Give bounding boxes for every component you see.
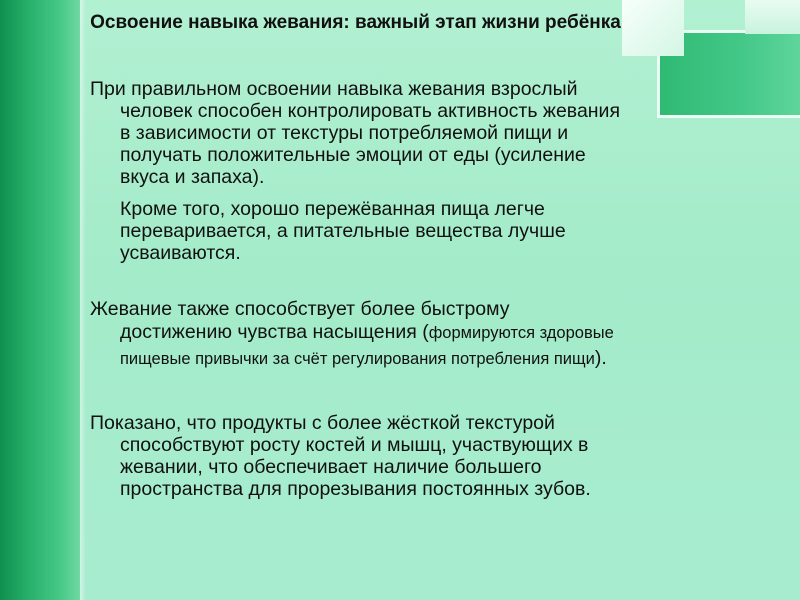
left-green-band <box>0 0 80 600</box>
left-band-highlight <box>80 0 86 600</box>
satiety-main-text: Жевание также способствует более быстрому достижению чувства насыщения ( <box>90 298 510 343</box>
paragraph-satiety <box>90 298 625 372</box>
paragraph-chewing-control: При правильном освоении навыка жевания взрослый человек способен контролировать активность жевания в зависимости от текстуры потребляемой пищи и получать положительные эмоции от еды (усиление вкуса и запаха). <box>90 78 621 188</box>
satiety-detail-text: формируются здоровые пищевые привычки за счёт регулирования потребления пищи <box>120 324 614 368</box>
slide-title: Освоение навыка жевания: важный этап жизни ребёнка <box>90 12 621 33</box>
decorative-light-square <box>622 0 684 56</box>
satiety-end-text: ). <box>594 347 607 369</box>
spacer <box>90 264 625 298</box>
spacer <box>90 372 625 412</box>
paragraph-digestion: Кроме того, хорошо пережёванная пища легче переваривается, а питательные вещества лучше усваиваются. <box>120 198 566 264</box>
decorative-light-corner <box>745 0 800 34</box>
paragraph-hard-texture: Показано, что продукты с более жёсткой текстурой способствуют росту костей и мышц, участвующих в жевании, что обеспечивает наличие большего пространства для прорезывания постоянных зубов. <box>90 412 591 500</box>
slide-body <box>90 78 625 500</box>
